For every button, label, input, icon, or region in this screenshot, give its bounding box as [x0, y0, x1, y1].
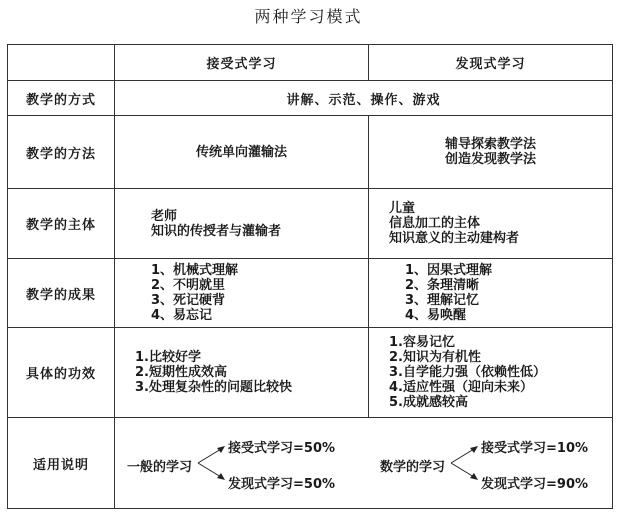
cell-line: 创造发现教学法	[444, 152, 536, 167]
cell-line: 3.处理复杂性的问题比较快	[135, 380, 292, 395]
branch-arrow-icon	[450, 443, 480, 483]
math-discovery-ratio: 发现式学习=90%	[481, 477, 589, 492]
general-discovery-ratio: 发现式学习=50%	[228, 477, 336, 492]
cell-line: 4、易忘记	[151, 308, 213, 323]
cell-line: 2、条理清晰	[405, 278, 480, 293]
method-receptive	[115, 116, 369, 189]
cell-line: 2.短期性成效高	[135, 365, 227, 380]
general-receptive-ratio: 接受式学习=50%	[228, 441, 336, 456]
header-empty-cell	[8, 45, 115, 81]
math-learning-label: 数学的学习	[380, 460, 446, 475]
row-label: 教学的方法	[8, 116, 115, 189]
row-label: 教学的方式	[8, 81, 115, 116]
cell-line: 1.比较好学	[135, 350, 201, 365]
row-label: 教学的成果	[8, 259, 115, 328]
cell-line: 4.适应性强（迎向未来）	[389, 380, 533, 395]
outcome-receptive	[115, 259, 369, 328]
row-label: 具体的功效	[8, 328, 115, 418]
header-receptive: 接受式学习	[115, 45, 369, 81]
cell-line: 1.容易记忆	[389, 335, 455, 350]
learning-modes-table	[7, 44, 613, 509]
apply-merged-cell	[115, 418, 613, 509]
math-receptive-ratio: 接受式学习=10%	[481, 441, 589, 456]
general-learning-label: 一般的学习	[127, 460, 193, 475]
page-title: 两种学习模式	[254, 7, 363, 26]
method-discovery	[369, 116, 613, 189]
cell-line: 3、理解记忆	[405, 293, 480, 308]
header-discovery: 发现式学习	[369, 45, 613, 81]
header-row	[8, 45, 613, 81]
cell-line: 4、易唤醒	[405, 308, 467, 323]
cell-line: 老师	[151, 208, 178, 224]
row-subject	[8, 189, 613, 259]
cell-line: 2、不明就里	[151, 278, 226, 293]
cell-line: 知识意义的主动建构者	[389, 231, 520, 246]
cell-line: 知识的传授者与灌输者	[151, 223, 282, 239]
row-apply	[8, 418, 613, 509]
row-mode	[8, 81, 613, 116]
branch-arrow-icon	[197, 443, 227, 483]
cell-line: 1、机械式理解	[151, 263, 239, 278]
cell-line: 1、因果式理解	[405, 263, 493, 278]
row-method	[8, 116, 613, 189]
row-label: 适用说明	[8, 418, 115, 509]
row-effect	[8, 328, 613, 418]
cell-line: 信息加工的主体	[389, 216, 481, 231]
cell-line: 3、死记硬背	[151, 293, 226, 308]
row-label: 教学的主体	[8, 189, 115, 259]
subject-receptive	[115, 189, 369, 259]
cell-line: 5.成就感较高	[389, 395, 468, 410]
cell-line: 儿童	[389, 201, 416, 216]
cell-line: 3.自学能力强（依赖性低）	[389, 365, 546, 380]
mode-merged-cell: 讲解、示范、操作、游戏	[115, 81, 613, 116]
apply-diagram	[115, 419, 612, 507]
effect-discovery	[369, 328, 613, 418]
row-outcome	[8, 259, 613, 328]
outcome-discovery	[369, 259, 613, 328]
cell-line: 2.知识为有机性	[389, 350, 481, 365]
cell-line: 传统单向灌输法	[195, 144, 287, 160]
cell-line: 辅导探索教学法	[444, 137, 536, 152]
effect-receptive	[115, 328, 369, 418]
subject-discovery	[369, 189, 613, 259]
